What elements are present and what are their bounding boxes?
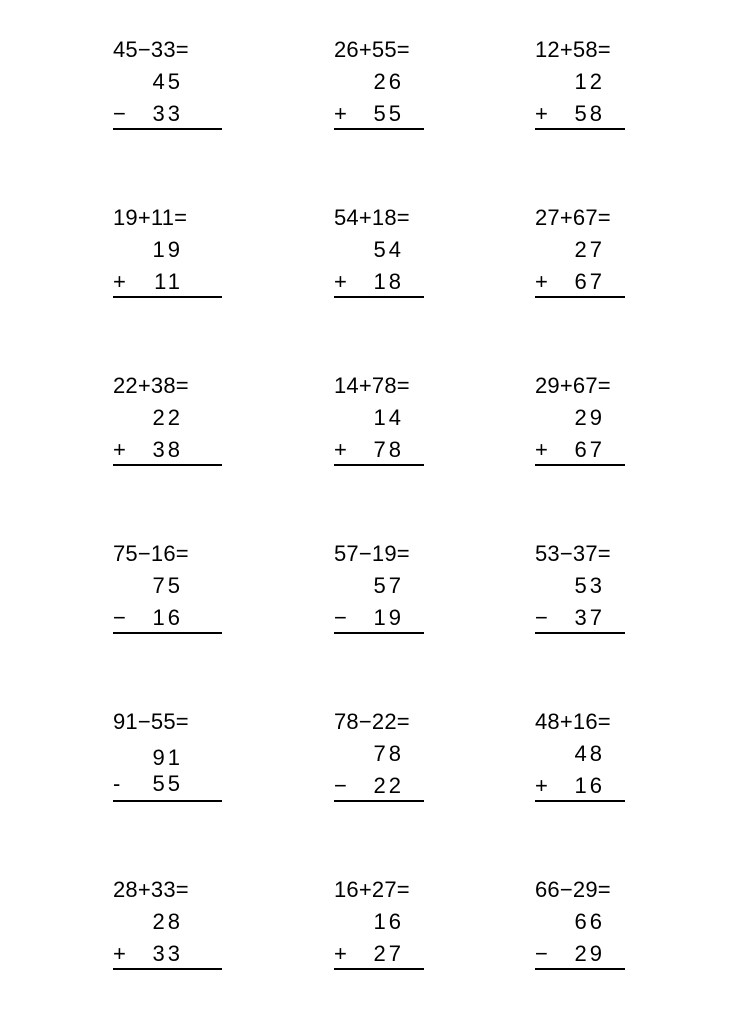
problem <box>334 709 464 819</box>
answer-line <box>334 464 424 466</box>
problem <box>334 37 464 147</box>
answer-line <box>334 128 424 130</box>
bottom-number: 67 <box>574 437 605 462</box>
top-number: 29 <box>574 405 605 430</box>
problem <box>113 541 243 651</box>
answer-line <box>535 128 625 130</box>
top-number: 27 <box>574 237 605 262</box>
equation-text: 26+55= <box>334 37 410 62</box>
top-number: 91 <box>152 745 183 770</box>
top-number: 19 <box>152 237 183 262</box>
equation-text: 54+18= <box>334 205 410 230</box>
equation-text: 57−19= <box>334 541 410 566</box>
bottom-number: 27 <box>373 941 404 966</box>
bottom-number: 38 <box>152 437 183 462</box>
operator-sign: + <box>334 269 347 294</box>
operator-sign: + <box>535 269 548 294</box>
problem <box>535 205 665 315</box>
problem <box>535 709 665 819</box>
equation-text: 27+67= <box>535 205 611 230</box>
bottom-number: 33 <box>152 941 183 966</box>
answer-line <box>535 296 625 298</box>
problem <box>113 37 243 147</box>
answer-line <box>334 800 424 802</box>
operator-sign: + <box>334 437 347 462</box>
problem <box>113 709 243 819</box>
top-number: 66 <box>574 909 605 934</box>
operator-sign: + <box>113 941 126 966</box>
top-number: 53 <box>574 573 605 598</box>
operator-sign: + <box>535 101 548 126</box>
top-number: 75 <box>152 573 183 598</box>
problem <box>334 541 464 651</box>
operator-sign: − <box>113 605 126 630</box>
top-number: 28 <box>152 909 183 934</box>
bottom-number: 55 <box>373 101 404 126</box>
bottom-number: 18 <box>373 269 404 294</box>
top-number: 45 <box>152 69 183 94</box>
operator-sign: + <box>535 773 548 798</box>
equation-text: 53−37= <box>535 541 611 566</box>
operator-sign: + <box>113 437 126 462</box>
operator-sign: + <box>334 101 347 126</box>
answer-line <box>334 968 424 970</box>
equation-text: 66−29= <box>535 877 611 902</box>
equation-text: 22+38= <box>113 373 189 398</box>
operator-sign: − <box>535 941 548 966</box>
answer-line <box>535 464 625 466</box>
problem <box>535 373 665 483</box>
bottom-number: 37 <box>574 605 605 630</box>
problem <box>535 37 665 147</box>
top-number: 12 <box>574 69 605 94</box>
equation-text: 78−22= <box>334 709 410 734</box>
top-number: 57 <box>373 573 404 598</box>
top-number: 22 <box>152 405 183 430</box>
problem <box>113 373 243 483</box>
answer-line <box>113 296 222 298</box>
answer-line <box>113 464 222 466</box>
bottom-number: 58 <box>574 101 605 126</box>
equation-text: 48+16= <box>535 709 611 734</box>
bottom-number: 11 <box>154 269 183 294</box>
equation-text: 45−33= <box>113 37 189 62</box>
bottom-number: 16 <box>152 605 183 630</box>
operator-sign: + <box>113 269 126 294</box>
equation-text: 19+11= <box>113 205 188 230</box>
operator-sign: - <box>113 771 121 796</box>
operator-sign: − <box>535 605 548 630</box>
bottom-number: 29 <box>574 941 605 966</box>
bottom-number: 67 <box>574 269 605 294</box>
operator-sign: − <box>113 101 126 126</box>
top-number: 14 <box>373 405 404 430</box>
equation-text: 16+27= <box>334 877 410 902</box>
problem <box>535 877 665 987</box>
answer-line <box>535 632 625 634</box>
operator-sign: − <box>334 773 347 798</box>
equation-text: 75−16= <box>113 541 189 566</box>
problem <box>113 877 243 987</box>
operator-sign: + <box>334 941 347 966</box>
answer-line <box>113 968 222 970</box>
bottom-number: 19 <box>373 605 404 630</box>
top-number: 48 <box>574 741 605 766</box>
problem <box>334 373 464 483</box>
equation-text: 29+67= <box>535 373 611 398</box>
operator-sign: + <box>535 437 548 462</box>
answer-line <box>535 968 625 970</box>
answer-line <box>334 632 424 634</box>
problem <box>334 877 464 987</box>
bottom-number: 78 <box>373 437 404 462</box>
bottom-number: 16 <box>574 773 605 798</box>
operator-sign: − <box>334 605 347 630</box>
top-number: 26 <box>373 69 404 94</box>
problem <box>334 205 464 315</box>
problem <box>535 541 665 651</box>
answer-line <box>113 128 222 130</box>
answer-line <box>113 800 222 802</box>
equation-text: 12+58= <box>535 37 611 62</box>
answer-line <box>535 800 625 802</box>
bottom-number: 22 <box>373 773 404 798</box>
top-number: 78 <box>373 741 404 766</box>
top-number: 54 <box>373 237 404 262</box>
equation-text: 28+33= <box>113 877 189 902</box>
answer-line <box>334 296 424 298</box>
problem <box>113 205 243 315</box>
bottom-number: 55 <box>152 771 183 796</box>
equation-text: 91−55= <box>113 709 189 734</box>
top-number: 16 <box>373 909 404 934</box>
answer-line <box>113 632 222 634</box>
bottom-number: 33 <box>152 101 183 126</box>
equation-text: 14+78= <box>334 373 410 398</box>
